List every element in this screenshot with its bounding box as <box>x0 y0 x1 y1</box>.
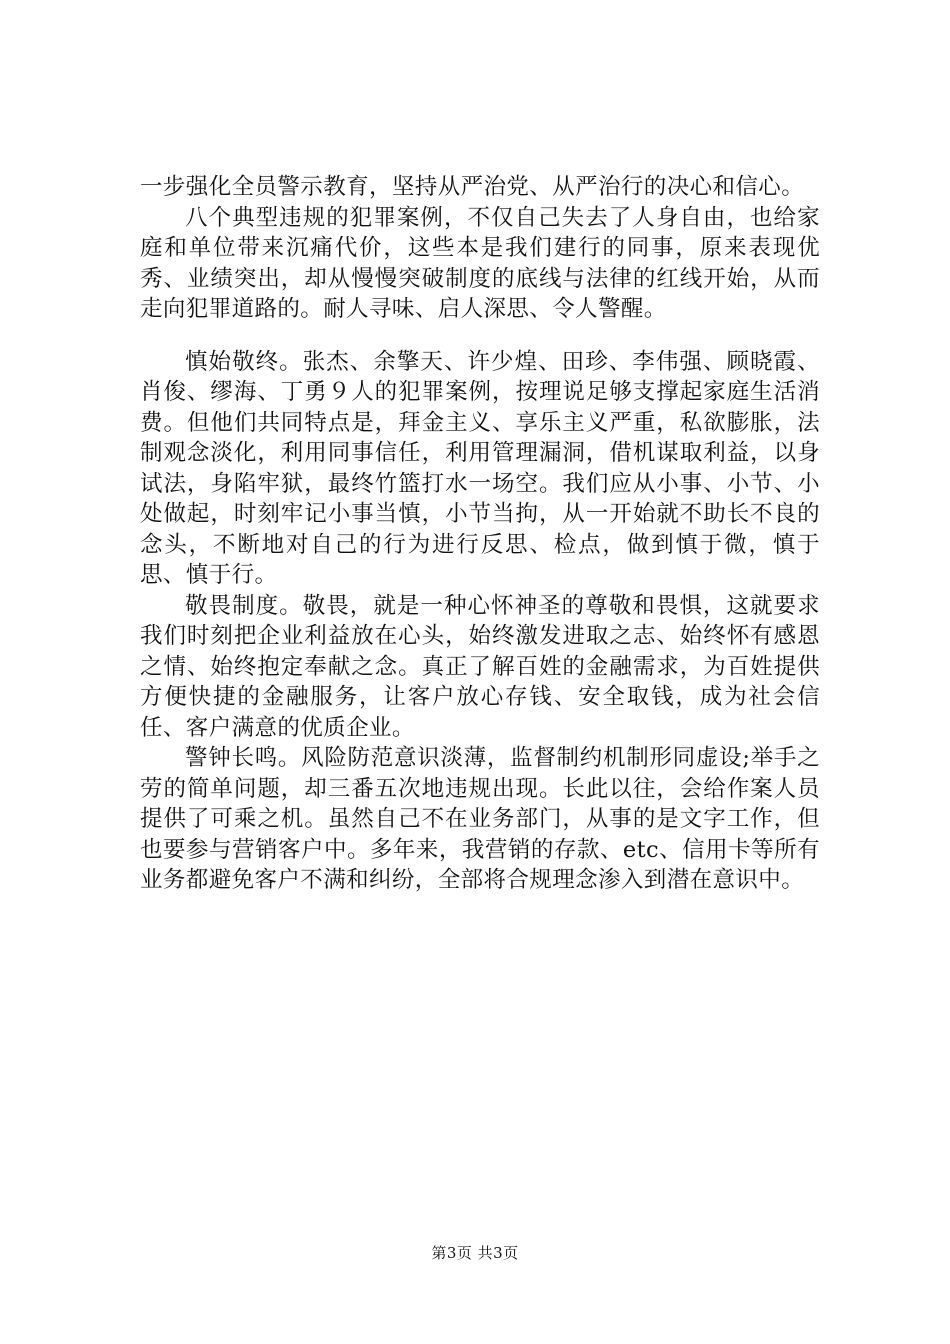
paragraph-gap <box>140 325 820 347</box>
document-body <box>140 172 820 896</box>
paragraph-alarm: 警钟长鸣。风险防范意识淡薄，监督制约机制形同虚设;举手之劳的简单问题，却三番五次地违规出现。长此以往，会给作案人员提供了可乘之机。虽然自己不在业务部门，从事的是文字工作，但也要参与营销客户中。多年来，我营销的存款、etc、信用卡等所有业务都避免客户不满和纠纷，全部将合规理念渗入到潜在意识中。 <box>140 745 820 893</box>
paragraph-continuation: 一步强化全员警示教育，坚持从严治党、从严治行的决心和信心。 <box>140 174 805 200</box>
page-footer: 第3页 共3页 <box>431 1244 519 1262</box>
paragraph-caution: 慎始敬终。张杰、余擎天、许少煌、田珍、李伟强、顾晓霞、肖俊、缪海、丁勇９人的犯罪案例，按理说足够支撑起家庭生活消费。但他们共同特点是，拜金主义、享乐主义严重，私欲膨胀，法制观念淡化，利用同事信任，利用管理漏洞，借机谋取利益，以身试法，身陷牢狱，最终竹篮打水一场空。我们应从小事、小节、小处做起，时刻牢记小事当慎，小节当拘，从一开始就不助长不良的念头，不断地对自己的行为进行反思、检点，做到慎于微，慎于思、慎于行。 <box>140 348 820 588</box>
paragraph-case-summary: 八个典型违规的犯罪案例，不仅自己失去了人身自由，也给家庭和单位带来沉痛代价，这些本是我们建行的同事，原来表现优秀、业绩突出，却从慢慢突破制度的底线与法律的红线开始，从而走向犯罪道路的。耐人寻味、启人深思、令人警醒。 <box>140 204 820 322</box>
paragraph-respect-rules: 敬畏制度。敬畏，就是一种心怀神圣的尊敬和畏惧，这就要求我们时刻把企业利益放在心头，始终激发进取之志、始终怀有感恩之情、始终抱定奉献之念。真正了解百姓的金融需求，为百姓提供方便快捷的金融服务，让客户放心存钱、安全取钱，成为社会信任、客户满意的优质企业。 <box>140 592 820 741</box>
